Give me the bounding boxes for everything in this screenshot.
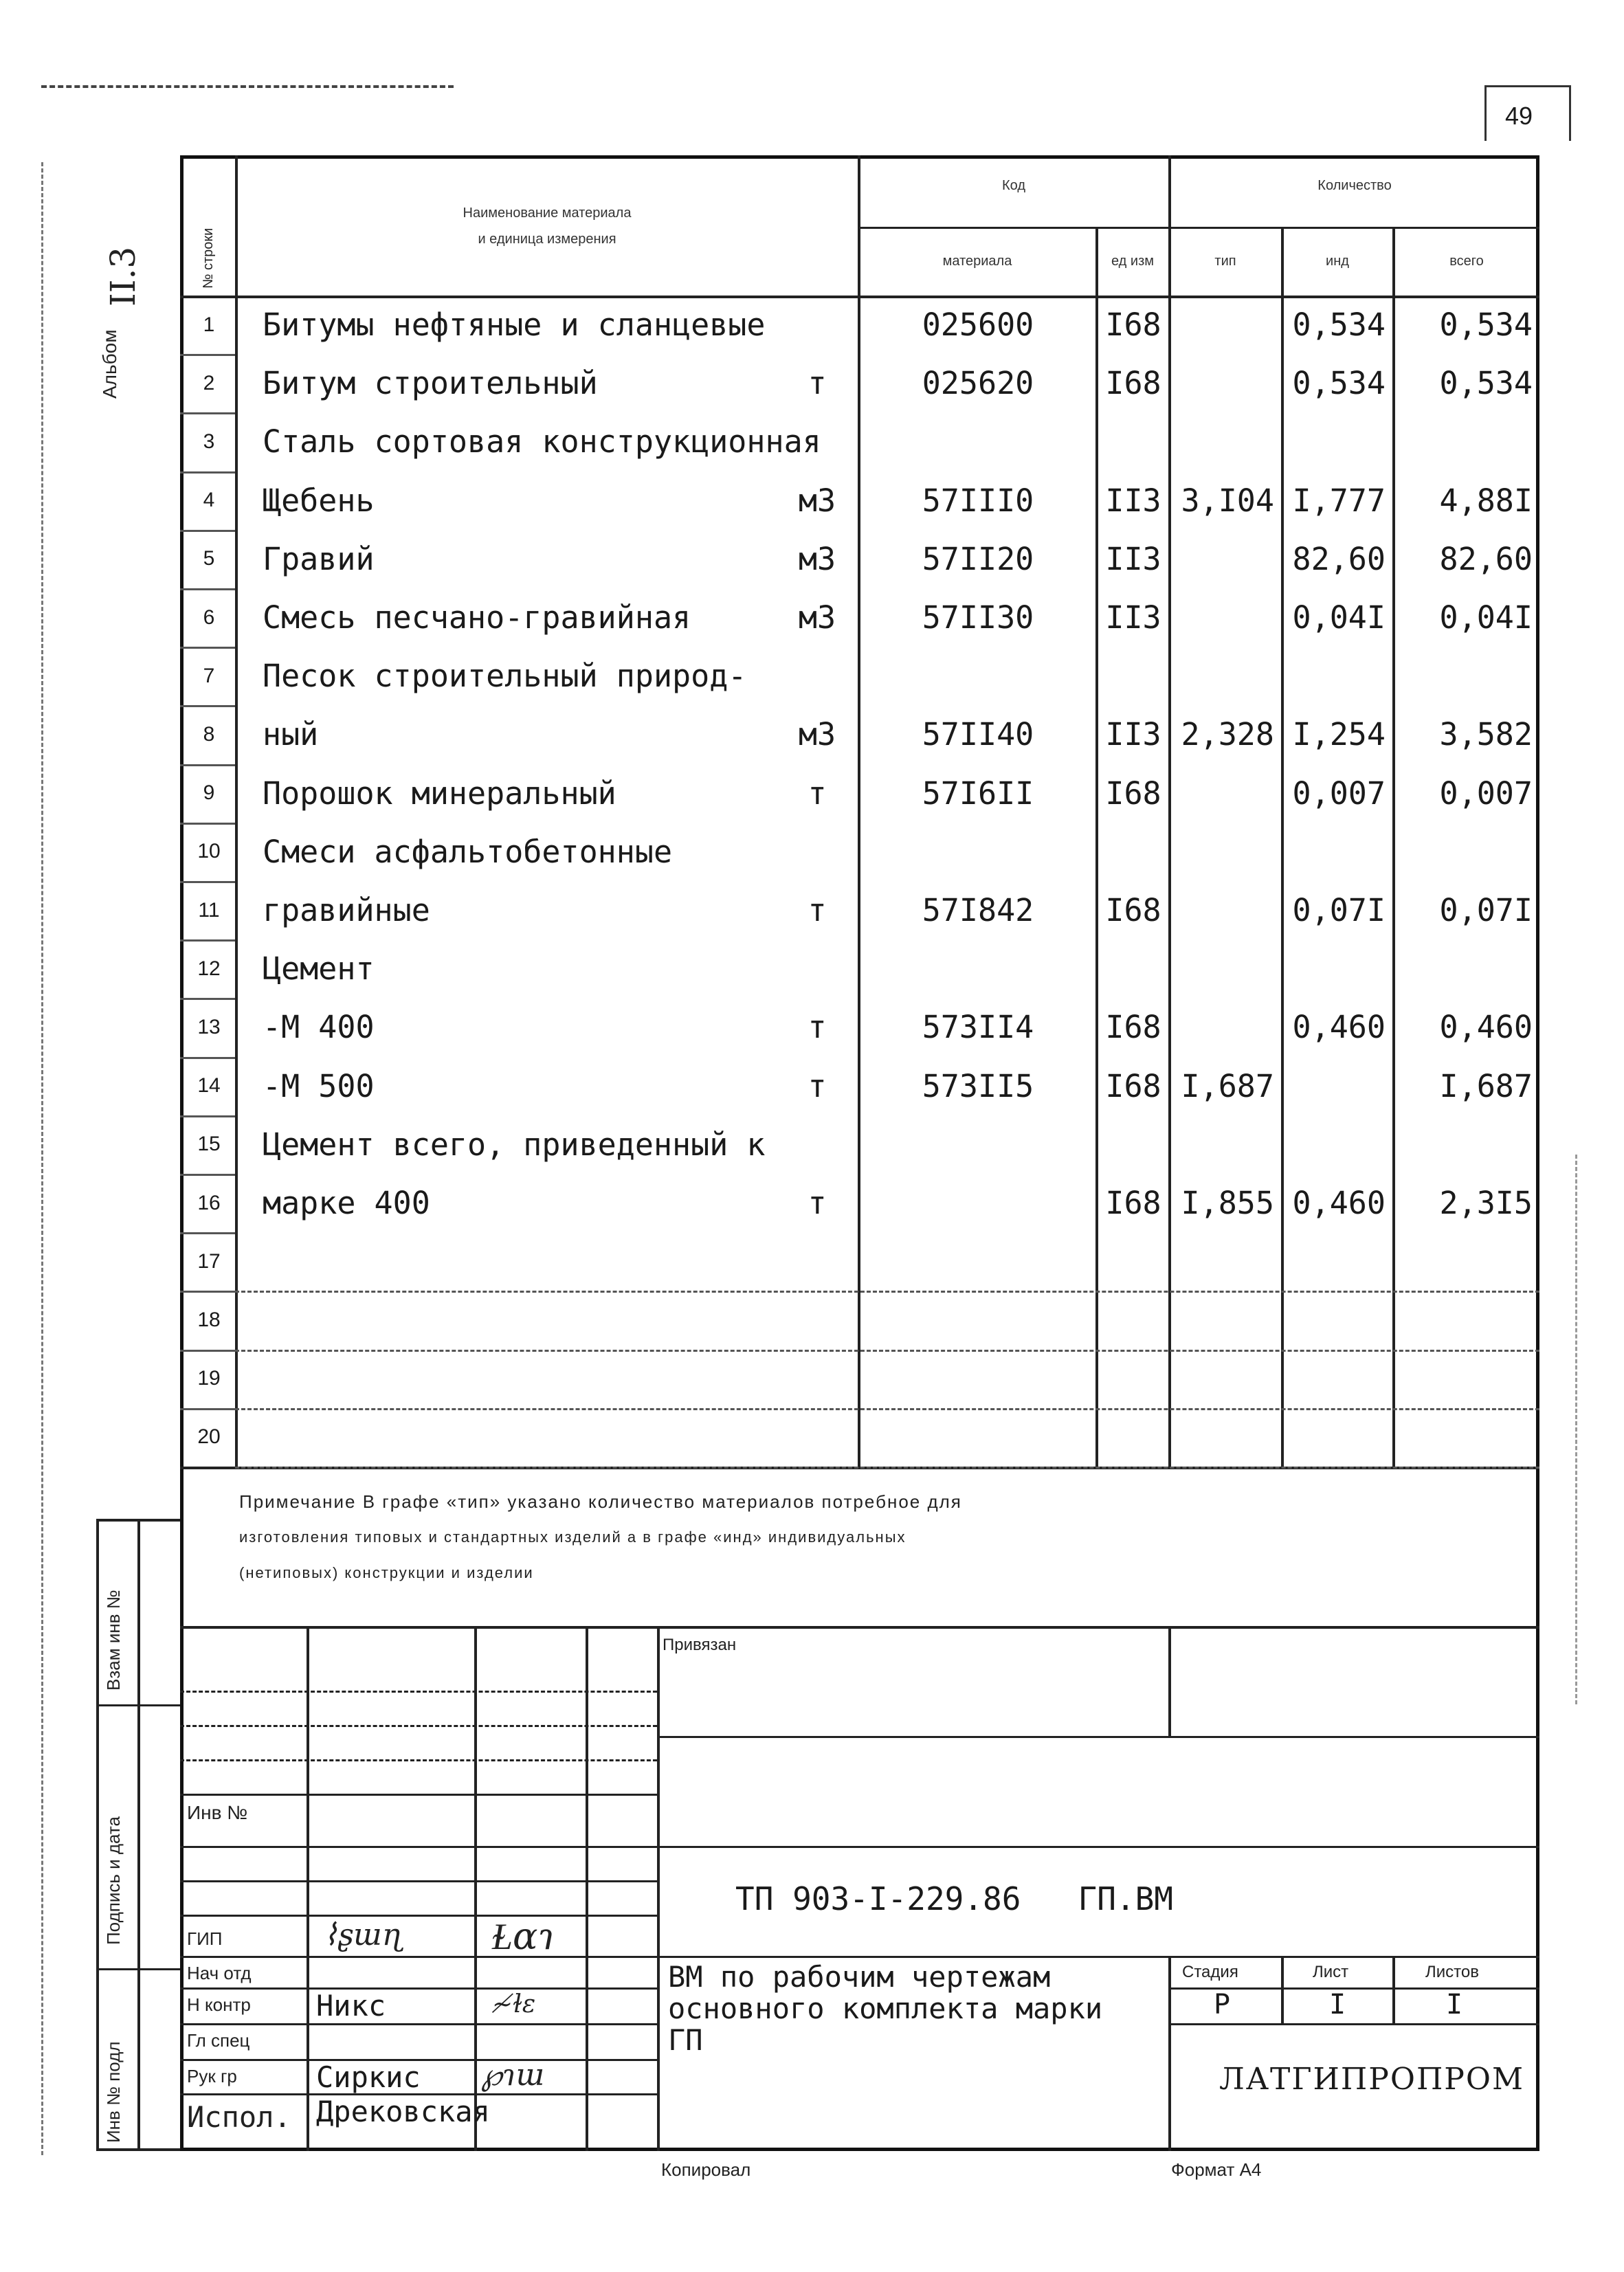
material-name: Песок строительный природ- [263,658,747,695]
material-unit [777,1291,858,1349]
qty-typ [1168,1291,1281,1349]
row-number: 20 [197,1425,221,1449]
material-unit: т [808,775,827,812]
role-label: ГИП [187,1928,223,1949]
document-title-line3: ГП [668,2023,703,2057]
signature-date-label: Подпись и дата [103,1816,124,1945]
material-name: ный [263,716,319,753]
qty-ind: 0,460 [1292,1009,1386,1046]
qty-typ: 3,I04 [1181,482,1274,519]
qty-ind [1281,1232,1392,1291]
qty-typ [1168,296,1281,354]
row-number: 12 [197,957,221,980]
qty-total [1392,412,1539,471]
header-name: Наименование материала [463,205,632,221]
material-unit [777,647,858,705]
qty-ind [1281,1291,1392,1349]
material-unit [777,823,858,881]
row-number: 10 [197,840,221,863]
material-code: 57I842 [922,892,1034,929]
qty-typ [1168,530,1281,588]
material-code: 573II4 [922,1009,1034,1046]
material-unit [777,939,858,998]
qty-total: 0,534 [1439,307,1533,344]
sheet-label: Лист [1313,1963,1349,1981]
qty-typ [1168,823,1281,881]
material-name [263,1408,785,1467]
qty-total [1392,647,1539,705]
material-code: 57II30 [922,599,1034,636]
row-number: 6 [203,605,215,629]
inventory-original-label: Инв № подл [103,2041,124,2143]
qty-total: 0,04I [1439,599,1533,636]
note-line-2: изготовления типовых и стандартных изделий а в графе «инд» индивидуальных [239,1528,906,1546]
qty-typ [1168,764,1281,823]
unit-code: II3 [1105,716,1161,753]
material-unit: т [808,1185,827,1222]
qty-total [1392,1115,1539,1174]
material-code [860,1174,1095,1232]
qty-ind [1281,823,1392,881]
material-code: 573II5 [922,1067,1034,1104]
footer-format: Формат А4 [1171,2159,1262,2180]
header-qty-ind: инд [1326,253,1349,269]
qty-ind: 0,04I [1292,599,1386,636]
qty-ind: 82,60 [1292,540,1386,577]
unit-code [1098,823,1168,881]
row-number: 17 [197,1249,221,1273]
album-number: II.3 [103,246,143,307]
organization: ЛАТГИПРОПРОМ [1219,2062,1525,2097]
qty-total: 0,07I [1439,892,1533,929]
qty-total: 2,3I5 [1439,1185,1533,1222]
material-unit [777,1350,858,1408]
unit-code [1098,939,1168,998]
material-unit: т [808,1067,827,1104]
qty-ind: 0,007 [1292,775,1386,812]
inv-no-label: Инв № [187,1802,248,1823]
qty-total: 0,534 [1439,365,1533,402]
qty-ind [1281,1408,1392,1467]
header-code: Код [1001,177,1025,193]
sheets-value: I [1446,1989,1463,2020]
row-number: 2 [203,371,215,394]
unit-code: I68 [1105,1009,1161,1046]
sheet-value: I [1329,1989,1346,2020]
qty-typ [1168,354,1281,412]
unit-code: II3 [1105,599,1161,636]
unit-code: I68 [1105,307,1161,344]
unit-code: I68 [1105,775,1161,812]
material-name [263,1232,785,1291]
document-code: ТП 903-I-229.86 ГП.ВМ [735,1880,1173,1917]
top-edge-mark [41,85,454,88]
signature-rukgr: ℘ɿɯ [481,2058,545,2093]
qty-ind [1281,647,1392,705]
qty-ind: 0,534 [1292,307,1386,344]
material-name [263,1291,785,1349]
unit-code [1098,1350,1168,1408]
qty-typ [1168,998,1281,1056]
stage-value: Р [1214,1989,1231,2020]
material-code [860,647,1095,705]
material-unit: т [808,365,827,402]
qty-ind: 0,07I [1292,892,1386,929]
material-unit [777,1408,858,1467]
qty-ind [1281,939,1392,998]
material-code: 57III0 [922,482,1034,519]
role-person-name: Сиркис [316,2060,421,2094]
qty-typ [1168,1408,1281,1467]
material-code [860,1232,1095,1291]
role-label: Нач отд [187,1963,252,1983]
material-code [860,1115,1095,1174]
material-code: 57II20 [922,540,1034,577]
signature-gip: ⌇ʂɯɳ [323,1917,403,1952]
row-number: 5 [203,547,215,570]
row-number: 15 [197,1133,221,1156]
header-code-material: материала [942,253,1012,269]
inventory-swap-label: Взам инв № [103,1590,124,1691]
role-label: Рук гр [187,2066,237,2086]
qty-typ: I,855 [1181,1185,1274,1222]
qty-total: 0,460 [1439,1009,1533,1046]
row-separator [235,1467,1539,1469]
note-line-1: Примечание В графе «тип» указано количество материалов потребное для [239,1491,962,1512]
header-qty-typ: тип [1214,253,1236,269]
document-title-line2: основного комплекта марки [668,1992,1103,2025]
sheets-label: Листов [1425,1963,1479,1981]
qty-total [1392,1350,1539,1408]
row-number: 9 [203,781,215,805]
material-code [860,412,1095,471]
unit-code [1098,412,1168,471]
material-name: Порошок минеральный [263,775,616,812]
qty-total: 82,60 [1439,540,1533,577]
linked-label: Привязан [663,1636,737,1654]
row-number: 19 [197,1367,221,1390]
material-name: гравийные [263,892,430,929]
material-unit [777,412,858,471]
qty-ind: 0,534 [1292,365,1386,402]
qty-typ: I,687 [1181,1067,1274,1104]
qty-ind [1281,1350,1392,1408]
unit-code [1098,1232,1168,1291]
unit-code [1098,1408,1168,1467]
qty-ind [1281,1115,1392,1174]
material-name: Сталь сортовая конструкционная [263,423,821,460]
album-label: Альбом [99,329,120,399]
material-name: Битумы нефтяные и сланцевые [263,307,766,344]
unit-code [1098,1115,1168,1174]
qty-ind [1281,412,1392,471]
material-name: Щебень [263,482,375,519]
signature-gip-2: Ɫαɿ [492,1915,555,1958]
material-code: 025620 [922,365,1034,402]
role-label: Гл спец [187,2030,250,2051]
unit-code: I68 [1105,1067,1161,1104]
row-number: 14 [197,1074,221,1098]
unit-code: II3 [1105,482,1161,519]
material-name: -М 500 [263,1067,375,1104]
material-code: 57II40 [922,716,1034,753]
qty-typ [1168,1232,1281,1291]
material-unit [777,296,858,354]
material-name: Цемент всего, приведенный к [263,1126,766,1163]
material-name: Гравий [263,540,375,577]
qty-total: 0,007 [1439,775,1533,812]
row-number: 18 [197,1308,221,1331]
row-number: 3 [203,430,215,453]
qty-total [1392,939,1539,998]
qty-typ [1168,881,1281,939]
role-label: Н контр [187,1994,251,2015]
material-unit: м3 [798,599,836,636]
unit-code: I68 [1105,892,1161,929]
footer-copied: Копировал [661,2159,751,2180]
material-code [860,1408,1095,1467]
row-number: 1 [203,313,215,336]
material-code: 025600 [922,307,1034,344]
row-number: 4 [203,489,215,512]
material-name: -М 400 [263,1009,375,1046]
row-number: 13 [197,1015,221,1038]
unit-code: I68 [1105,365,1161,402]
material-code [860,1291,1095,1349]
page-number: 49 [1505,102,1533,130]
qty-total [1392,1291,1539,1349]
material-name: Цемент [263,950,375,988]
qty-ind: 0,460 [1292,1185,1386,1222]
material-unit [777,1115,858,1174]
qty-total [1392,823,1539,881]
qty-total [1392,1232,1539,1291]
qty-typ [1168,1350,1281,1408]
document-title-line1: ВМ по рабочим чертежам [668,1960,1051,1994]
signature-nkontr: ≁ɫɛ [492,1990,536,2018]
material-code [860,939,1095,998]
material-unit [777,1232,858,1291]
material-unit: м3 [798,540,836,577]
qty-typ [1168,939,1281,998]
row-number: 16 [197,1191,221,1214]
qty-ind: I,777 [1292,482,1386,519]
header-name-line2: и единица измерения [478,231,616,247]
qty-ind [1281,1057,1392,1115]
row-number: 7 [203,664,215,687]
unit-code [1098,1291,1168,1349]
material-code [860,1350,1095,1408]
material-unit: т [808,1009,827,1046]
material-code: 57I6II [922,775,1034,812]
qty-total: 4,88I [1439,482,1533,519]
header-row-no: № строки [201,227,216,289]
qty-typ [1168,412,1281,471]
role-person-name: Дрековская [316,2095,490,2128]
unit-code: I68 [1105,1185,1161,1222]
header-qty-total: всего [1449,253,1484,269]
role-label: Испол. [187,2100,291,2134]
material-unit: м3 [798,482,836,519]
qty-typ [1168,1115,1281,1174]
material-unit: т [808,892,827,929]
left-margin-line [41,162,43,2155]
material-code [860,823,1095,881]
role-person-name: Никс [316,1989,386,2023]
right-margin-line [1575,1155,1577,1704]
qty-typ [1168,647,1281,705]
material-name [263,1350,785,1408]
note-line-3: (нетиповых) конструкции и изделии [239,1564,534,1581]
qty-ind: I,254 [1292,716,1386,753]
row-number: 8 [203,722,215,746]
qty-typ [1168,588,1281,647]
material-unit: м3 [798,716,836,753]
header-quantity: Количество [1317,177,1392,193]
material-name: Смесь песчано-гравийная [263,599,691,636]
row-number: 11 [198,898,220,922]
stage-label: Стадия [1182,1963,1238,1981]
qty-typ: 2,328 [1181,716,1274,753]
qty-total [1392,1408,1539,1467]
unit-code: II3 [1105,540,1161,577]
material-name: Битум строительный [263,365,598,402]
header-code-unit: ед изм [1111,253,1154,269]
unit-code [1098,647,1168,705]
material-name: марке 400 [263,1185,430,1222]
qty-total: I,687 [1439,1067,1533,1104]
qty-total: 3,582 [1439,716,1533,753]
material-name: Смеси асфальтобетонные [263,833,673,870]
